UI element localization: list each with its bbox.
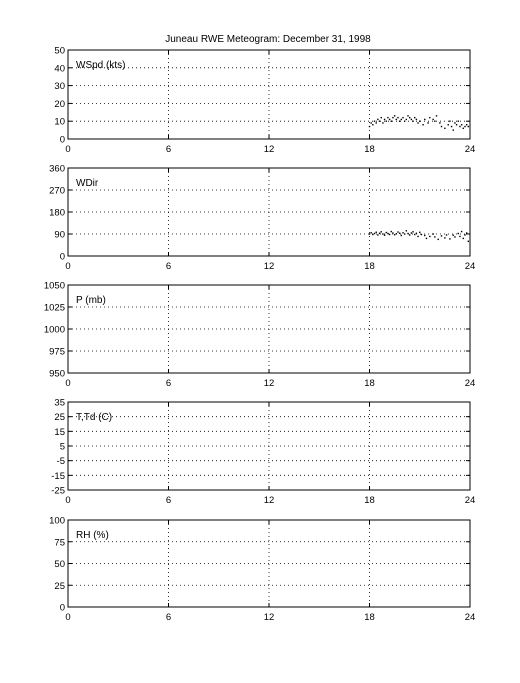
y-tick-label: 100	[49, 515, 65, 527]
data-point	[416, 119, 417, 120]
data-point	[461, 124, 462, 125]
y-tick-label: -25	[51, 485, 65, 497]
data-point	[416, 233, 417, 234]
y-tick-label: 5	[59, 441, 65, 453]
data-point	[411, 232, 412, 233]
data-point	[387, 233, 388, 234]
panel-label-p-mb: P (mb)	[76, 295, 106, 306]
data-point	[453, 235, 454, 236]
data-point	[463, 128, 464, 129]
data-point	[446, 234, 447, 235]
y-tick-label: 0	[59, 134, 65, 146]
x-tick-label: 12	[263, 612, 275, 623]
data-point	[434, 236, 435, 237]
data-point	[396, 233, 397, 234]
y-tick-label: 90	[54, 229, 65, 241]
x-tick-label: 12	[263, 261, 275, 272]
y-tick-label: 30	[54, 81, 65, 93]
data-point	[402, 232, 403, 233]
data-point	[369, 126, 370, 127]
data-point	[394, 115, 395, 116]
x-tick-label: 18	[364, 378, 375, 389]
panel-wspd-kts	[54, 46, 475, 156]
data-point	[432, 119, 433, 120]
data-point	[441, 126, 442, 127]
data-point	[384, 235, 385, 236]
panel-rh	[49, 516, 475, 624]
data-point	[454, 236, 455, 237]
data-point	[456, 124, 457, 125]
data-point	[386, 232, 387, 233]
data-point	[407, 233, 408, 234]
data-point	[406, 119, 407, 120]
data-point	[376, 122, 377, 123]
data-point	[466, 124, 467, 125]
data-point	[404, 233, 405, 234]
data-point	[453, 129, 454, 130]
data-point	[407, 115, 408, 116]
x-tick-label: 6	[165, 261, 172, 272]
data-point	[401, 119, 402, 120]
data-point	[417, 236, 418, 237]
data-point	[382, 233, 383, 234]
x-tick-label: 24	[464, 144, 476, 155]
panel-wdir	[49, 164, 475, 273]
x-tick-label: 18	[364, 495, 375, 506]
data-point	[458, 233, 459, 234]
y-tick-label: 975	[49, 346, 65, 358]
data-point	[379, 121, 380, 122]
data-point	[372, 234, 373, 235]
x-tick-label: 0	[65, 144, 71, 155]
y-tick-label: 75	[54, 537, 65, 549]
y-tick-label: 270	[49, 185, 65, 197]
data-point	[372, 124, 373, 125]
data-point	[419, 232, 420, 233]
data-point	[429, 236, 430, 237]
data-point	[451, 126, 452, 127]
data-point	[432, 233, 433, 234]
data-point	[464, 234, 465, 235]
y-tick-label: -5	[56, 456, 65, 468]
x-tick-label: 12	[263, 144, 275, 155]
data-point	[374, 233, 375, 234]
data-point	[391, 121, 392, 122]
x-tick-label: 24	[464, 378, 476, 389]
data-point	[397, 231, 398, 232]
data-point	[382, 122, 383, 123]
y-tick-label: 40	[54, 63, 65, 75]
x-tick-label: 6	[165, 144, 172, 155]
data-point	[417, 122, 418, 123]
y-tick-label: 1000	[43, 324, 65, 336]
y-tick-label: 25	[54, 412, 65, 424]
x-tick-label: 6	[165, 495, 172, 506]
data-point	[444, 237, 445, 238]
x-tick-label: 12	[263, 378, 275, 389]
data-point	[427, 122, 428, 123]
data-point	[402, 117, 403, 118]
data-point	[386, 121, 387, 122]
data-point	[421, 234, 422, 235]
x-tick-label: 0	[65, 495, 71, 506]
data-point	[437, 239, 438, 240]
data-point	[387, 117, 388, 118]
data-point	[409, 117, 410, 118]
panel-p-mb	[44, 281, 475, 390]
data-point	[468, 126, 469, 127]
data-point	[458, 121, 459, 122]
data-point	[389, 234, 390, 235]
data-point	[381, 117, 382, 118]
data-point	[406, 230, 407, 231]
x-tick-label: 0	[65, 378, 71, 389]
x-tick-label: 18	[364, 144, 375, 155]
data-point	[441, 235, 442, 236]
y-tick-label: 1025	[43, 302, 65, 314]
data-point	[369, 233, 370, 234]
y-tick-label: 10	[54, 116, 65, 128]
data-point	[412, 231, 413, 232]
panel-label-wdir: WDir	[76, 178, 99, 189]
data-point	[444, 128, 445, 129]
data-point	[414, 117, 415, 118]
data-point	[381, 231, 382, 232]
y-tick-label: 950	[49, 368, 65, 380]
data-point	[409, 234, 410, 235]
y-tick-label: 50	[54, 45, 65, 57]
data-point	[376, 232, 377, 233]
panel-label-wspd-kts: WSpd (kts)	[76, 60, 126, 71]
data-point	[394, 234, 395, 235]
data-point	[389, 119, 390, 120]
x-tick-label: 18	[364, 612, 375, 623]
x-tick-label: 24	[464, 612, 476, 623]
data-point	[392, 232, 393, 233]
data-point	[370, 232, 371, 233]
meteogram-panels	[44, 46, 475, 624]
x-tick-label: 24	[464, 261, 476, 272]
y-tick-label: 0	[59, 251, 65, 263]
data-point	[377, 119, 378, 120]
panel-t-td-c	[51, 398, 475, 507]
data-point	[384, 119, 385, 120]
y-tick-label: -15	[51, 470, 65, 482]
x-tick-label: 12	[263, 495, 275, 506]
x-tick-label: 18	[364, 261, 375, 272]
data-point	[459, 126, 460, 127]
y-tick-label: 0	[59, 602, 65, 614]
data-point	[454, 122, 455, 123]
data-point	[397, 117, 398, 118]
data-point	[429, 117, 430, 118]
data-point	[404, 121, 405, 122]
data-point	[419, 121, 420, 122]
data-point	[414, 234, 415, 235]
data-point	[401, 235, 402, 236]
figure-title: Juneau RWE Meteogram: December 31, 1998	[165, 34, 371, 45]
y-tick-label: 15	[54, 426, 65, 438]
x-tick-label: 0	[65, 612, 71, 623]
data-point	[374, 121, 375, 122]
data-point	[377, 234, 378, 235]
data-point	[468, 241, 469, 242]
x-tick-label: 6	[165, 378, 172, 389]
data-point	[422, 124, 423, 125]
data-point	[396, 119, 397, 120]
data-point	[449, 121, 450, 122]
data-point	[424, 119, 425, 120]
data-point	[449, 238, 450, 239]
data-point	[412, 121, 413, 122]
y-tick-label: 1050	[43, 280, 65, 292]
y-tick-label: 35	[54, 397, 65, 409]
data-point	[466, 232, 467, 233]
data-point	[448, 124, 449, 125]
data-point	[391, 231, 392, 232]
data-point	[392, 117, 393, 118]
data-point	[424, 235, 425, 236]
data-point	[411, 119, 412, 120]
data-point	[399, 233, 400, 234]
data-point	[370, 122, 371, 123]
data-point	[426, 238, 427, 239]
panel-label-t-td-c: T,Td (C)	[76, 412, 113, 423]
x-tick-label: 24	[464, 495, 476, 506]
data-point	[459, 236, 460, 237]
data-point	[461, 231, 462, 232]
y-tick-label: 360	[49, 163, 65, 175]
y-tick-label: 20	[54, 98, 65, 110]
data-point	[399, 121, 400, 122]
y-tick-label: 50	[54, 559, 65, 570]
panel-label-rh: RH (%)	[76, 530, 109, 541]
data-point	[436, 115, 437, 116]
data-point	[463, 238, 464, 239]
data-point	[434, 121, 435, 122]
x-tick-label: 0	[65, 261, 71, 272]
x-tick-label: 6	[165, 612, 172, 623]
data-point	[379, 233, 380, 234]
y-tick-label: 25	[54, 580, 65, 592]
y-tick-label: 180	[49, 207, 65, 219]
data-point	[439, 122, 440, 123]
data-point	[464, 126, 465, 127]
